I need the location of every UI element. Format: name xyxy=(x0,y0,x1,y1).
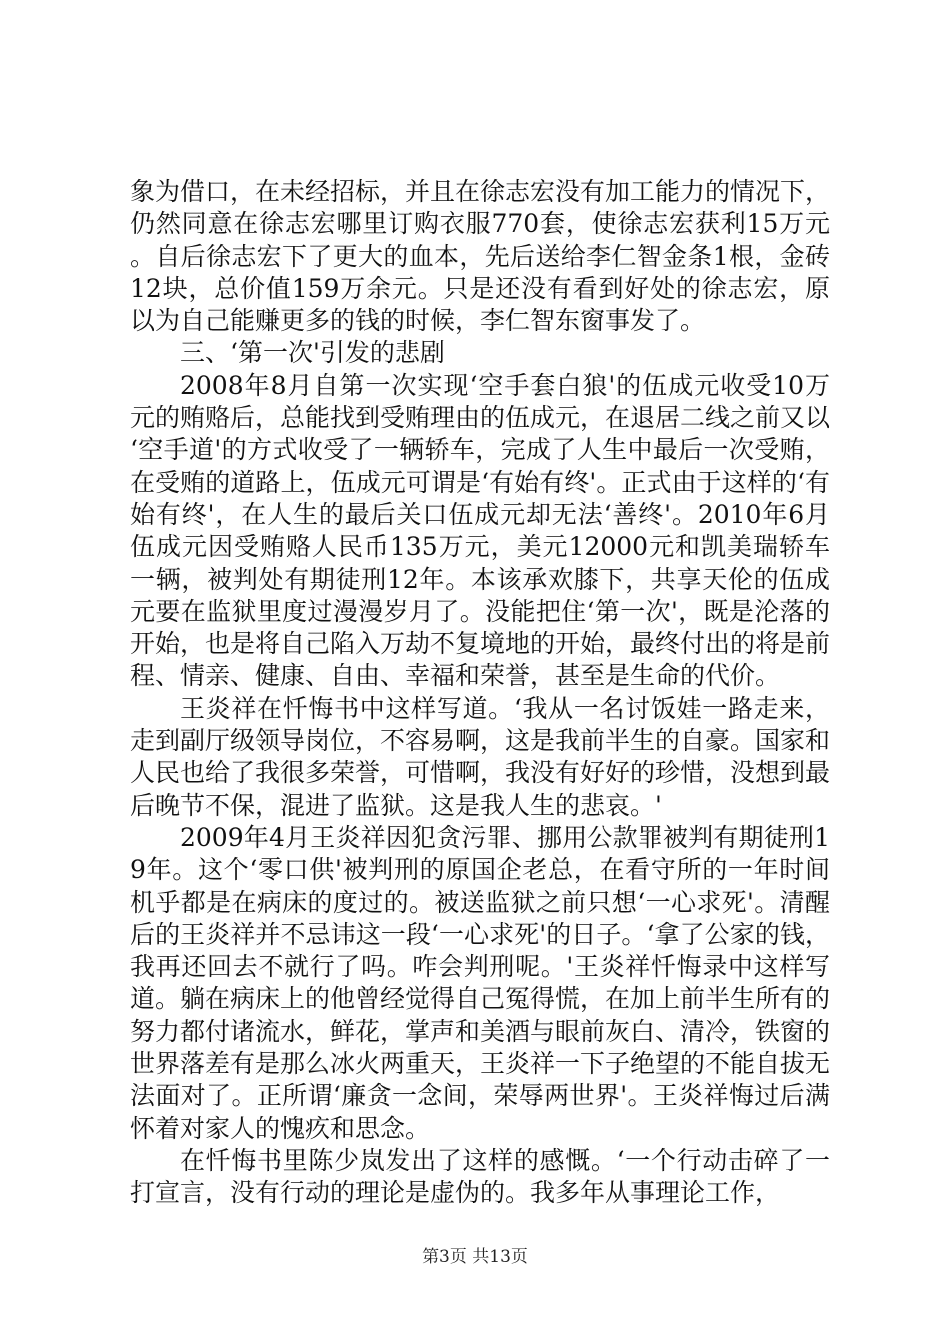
page-footer xyxy=(0,1246,950,1268)
paragraph-wu-chengyuan: 2008年8月自第一次实现‘空手套白狼'的伍成元收受10万元的贿赂后，总能找到受贿理由的伍成元，在退居二线之前又以‘空手道'的方式收受了一辆轿车，完成了人生中最后一次受贿，在受贿的道路上，伍成元可谓是‘有始有终'。正式由于这样的‘有始有终'，在人生的最后关口伍成元却无法‘善终'。2010年6月伍成元因受贿赂人民币135万元，美元12000元和凯美瑞轿车一辆，被判处有期徒刑12年。本该承欢膝下，共享天伦的伍成元要在监狱里度过漫漫岁月了。没能把住‘第一次'，既是沦落的开始，也是将自己陷入万劫不复境地的开始，最终付出的将是前程、情亲、健康、自由、幸福和荣誉，甚至是生命的代价。 xyxy=(130,370,831,691)
paragraph-continuation: 象为借口，在未经招标，并且在徐志宏没有加工能力的情况下，仍然同意在徐志宏哪里订购衣服770套，使徐志宏获利15万元。自后徐志宏下了更大的血本，先后送给李仁智金条1根，金砖12块，总价值159万余元。只是还没有看到好处的徐志宏，原以为自己能赚更多的钱的时候，李仁智东窗事发了。 xyxy=(130,177,831,336)
document-body xyxy=(130,176,830,1210)
paragraph-wang-yanxiang-confession: 王炎祥在忏悔书中这样写道。‘我从一名讨饭娃一路走来，走到副厅级领导岗位，不容易啊，这是我前半生的自豪。国家和人民也给了我很多荣誉，可惜啊，我没有好好的珍惜，没想到最后晚节不保，混进了监狱。这是我人生的悲哀。' xyxy=(130,693,831,820)
page-number-label: 第3页 共13页 xyxy=(422,1247,528,1267)
paragraph-chen-shaolan: 在忏悔书里陈少岚发出了这样的感慨。‘一个行动击碎了一打宣言，没有行动的理论是虚伪的。我多年从事理论工作， xyxy=(130,1145,830,1208)
paragraph-wang-yanxiang-sentence: 2009年4月王炎祥因犯贪污罪、挪用公款罪被判有期徒刑19年。这个‘零口供'被判刑的原国企老总，在看守所的一年时间机乎都是在病床的度过的。被送监狱之前只想‘一心求死'。清醒后的王炎祥并不忌讳这一段‘一心求死'的日子。‘拿了公家的钱，我再还回去不就行了吗。咋会判刑呢。'王炎祥忏悔录中这样写道。躺在病床上的他曾经觉得自己冤得慌，在加上前半生所有的努力都付诸流水，鲜花，掌声和美酒与眼前灰白、清冷，铁窗的世界落差有是那么冰火两重天，王炎祥一下子绝望的不能自拔无法面对了。正所谓‘廉贪一念间，荣辱两世界'。王炎祥悔过后满怀着对家人的愧疚和思念。 xyxy=(130,822,831,1143)
section-heading-3: 三、‘第一次'引发的悲剧 xyxy=(180,338,445,368)
